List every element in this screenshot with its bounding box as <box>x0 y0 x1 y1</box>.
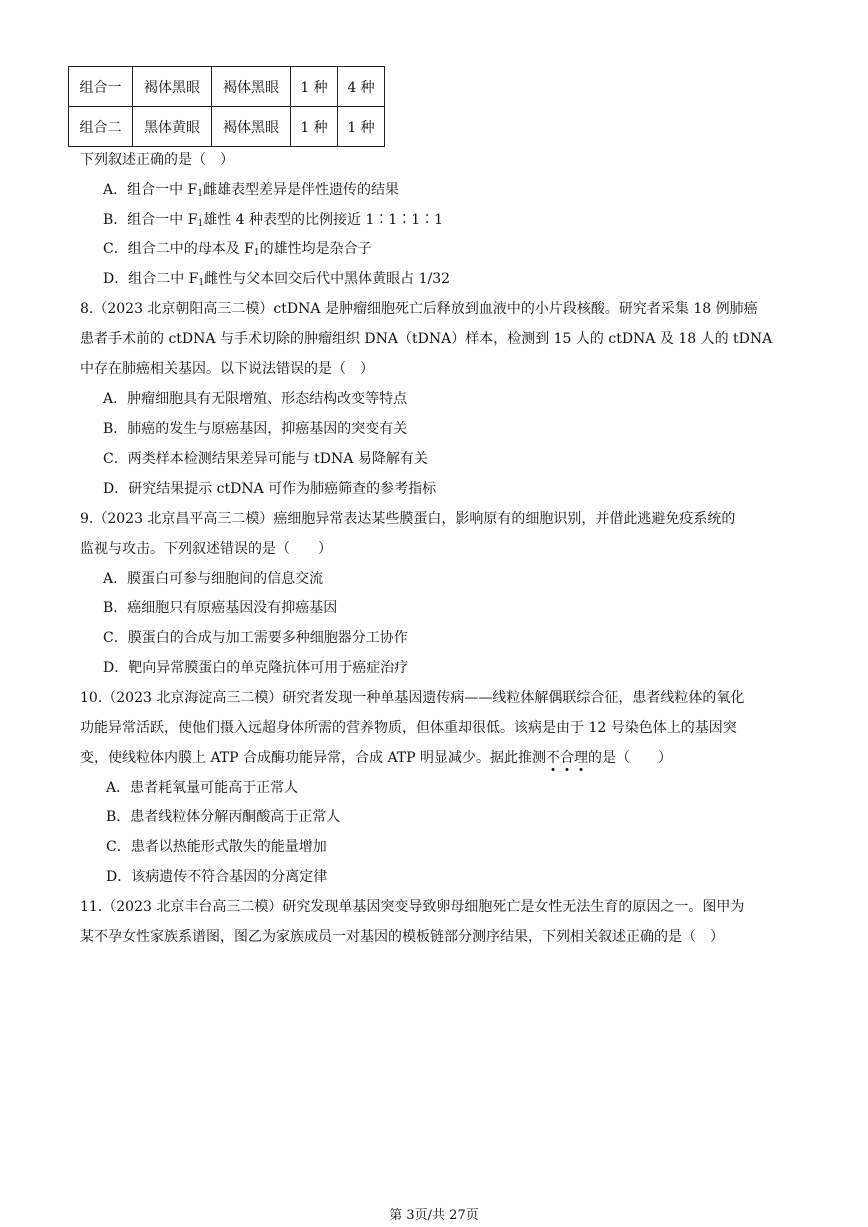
table-cell: 4 种 <box>338 67 385 107</box>
q8-option-a: A．肿瘤细胞具有无限增殖、形态结构改变等特点 <box>103 391 408 407</box>
q8-option-b: B．肺癌的发生与原癌基因，抑癌基因的突变有关 <box>103 421 408 437</box>
q7-option-d <box>103 270 450 292</box>
q7-option-b-subscript: 1 <box>197 219 204 229</box>
q10-stem-text: 变，使线粒体内膜上 ATP 合成酶功能异常，合成 ATP 明显减少。据此推测 <box>80 750 547 766</box>
q7-option-a-text: A．组合一中 F <box>103 182 198 198</box>
q10-stem-line3 <box>80 749 672 767</box>
table-cell: 黑体黄眼 <box>133 107 212 147</box>
table-cell: 1 种 <box>338 107 385 147</box>
q7-option-d-text: D．组合二中 F <box>103 271 199 287</box>
q11-stem-line2: 某不孕女性家族系谱图，图乙为家族成员一对基因的模板链部分测序结果，下列相关叙述正确的是（ ） <box>80 929 724 945</box>
q7-option-d-text-end: 雌性与父本回交后代中黑体黄眼占 1/32 <box>204 271 451 287</box>
q7-option-b-text: B．组合一中 F <box>103 212 198 228</box>
table-row <box>69 67 385 107</box>
q9-option-a: A．膜蛋白可参与细胞间的信息交流 <box>103 571 324 587</box>
genotype-table <box>68 66 385 147</box>
q7-option-c-text-end: 的雄性均是杂合子 <box>259 241 372 257</box>
table-row <box>69 107 385 147</box>
q8-stem-line1: 8.（2023 北京朝阳高三二模）ctDNA 是肿瘤细胞死亡后释放到血液中的小片段核酸。研究者采集 18 例肺癌 <box>80 301 758 317</box>
page-footer: 第 3页/共 27页 <box>389 1208 479 1223</box>
q11-stem-line1: 11.（2023 北京丰台高三二模）研究发现单基因突变导致卵母细胞死亡是女性无法生育的原因之一。图甲为 <box>80 899 745 915</box>
table-cell: 组合一 <box>69 67 133 107</box>
q9-option-b: B．癌细胞只有原癌基因没有抑癌基因 <box>103 600 338 616</box>
table-cell: 褐体黑眼 <box>133 67 212 107</box>
q10-option-d: D．该病遗传不符合基因的分离定律 <box>106 869 328 885</box>
q7-stem: 下列叙述正确的是（ ） <box>80 152 234 168</box>
q9-option-d: D．靶向异常膜蛋白的单克隆抗体可用于癌症治疗 <box>103 660 409 676</box>
q10-option-a: A．患者耗氧量可能高于正常人 <box>106 780 299 796</box>
emphasis-char: 合 <box>560 750 575 766</box>
q9-stem-line1: 9.（2023 北京昌平高三二模）癌细胞异常表达某些膜蛋白，影响原有的细胞识别，并借此逃避免疫系统的 <box>80 511 736 527</box>
q7-option-a-text-end: 雌雄表型差异是伴性遗传的结果 <box>203 182 400 198</box>
table-cell: 1 种 <box>291 67 338 107</box>
emphasis-char: 不 <box>546 750 561 766</box>
q7-option-c-subscript: 1 <box>253 248 260 258</box>
q7-option-c <box>103 240 372 262</box>
q9-stem-line2: 监视与攻击。下列叙述错误的是（ ） <box>80 541 332 557</box>
table-cell: 组合二 <box>69 107 133 147</box>
q8-option-d: D．研究结果提示 ctDNA 可作为肺癌筛查的参考指标 <box>103 481 437 497</box>
q10-stem-text-end: 的是（ ） <box>588 750 673 766</box>
q9-option-c: C．膜蛋白的合成与加工需要多种细胞器分工协作 <box>103 630 408 646</box>
q8-option-c: C．两类样本检测结果差异可能与 tDNA 易降解有关 <box>103 451 428 467</box>
q10-option-c: C．患者以热能形式散失的能量增加 <box>106 839 327 855</box>
q8-stem-line3: 中存在肺癌相关基因。以下说法错误的是（ ） <box>80 361 374 377</box>
emphasis-char: 理 <box>574 750 589 766</box>
table-cell: 褐体黑眼 <box>212 67 291 107</box>
q7-option-a <box>103 181 399 203</box>
q10-stem-line2: 功能异常活跃，使他们摄入远超身体所需的营养物质，但体重却很低。该病是由于 12 号染色体上的基因突 <box>80 720 737 736</box>
q7-option-a-subscript: 1 <box>197 189 204 199</box>
q7-option-d-subscript: 1 <box>198 278 205 288</box>
q7-option-b-text-end: 雄性 4 种表型的比例接近 1∶1∶1∶1 <box>203 212 444 228</box>
q7-option-c-text: C．组合二中的母本及 F <box>103 241 254 257</box>
q7-option-b <box>103 211 443 233</box>
table-cell: 1 种 <box>291 107 338 147</box>
table-cell: 褐体黑眼 <box>212 107 291 147</box>
q10-stem-line1: 10.（2023 北京海淀高三二模）研究者发现一种单基因遗传病——线粒体解偶联综合征，患者线粒体的氧化 <box>80 690 745 706</box>
q10-option-b: B．患者线粒体分解丙酮酸高于正常人 <box>106 809 341 825</box>
q8-stem-line2: 患者手术前的 ctDNA 与手术切除的肿瘤组织 DNA（tDNA）样本，检测到 15 人的 ctDNA 及 18 人的 tDNA <box>80 331 773 347</box>
